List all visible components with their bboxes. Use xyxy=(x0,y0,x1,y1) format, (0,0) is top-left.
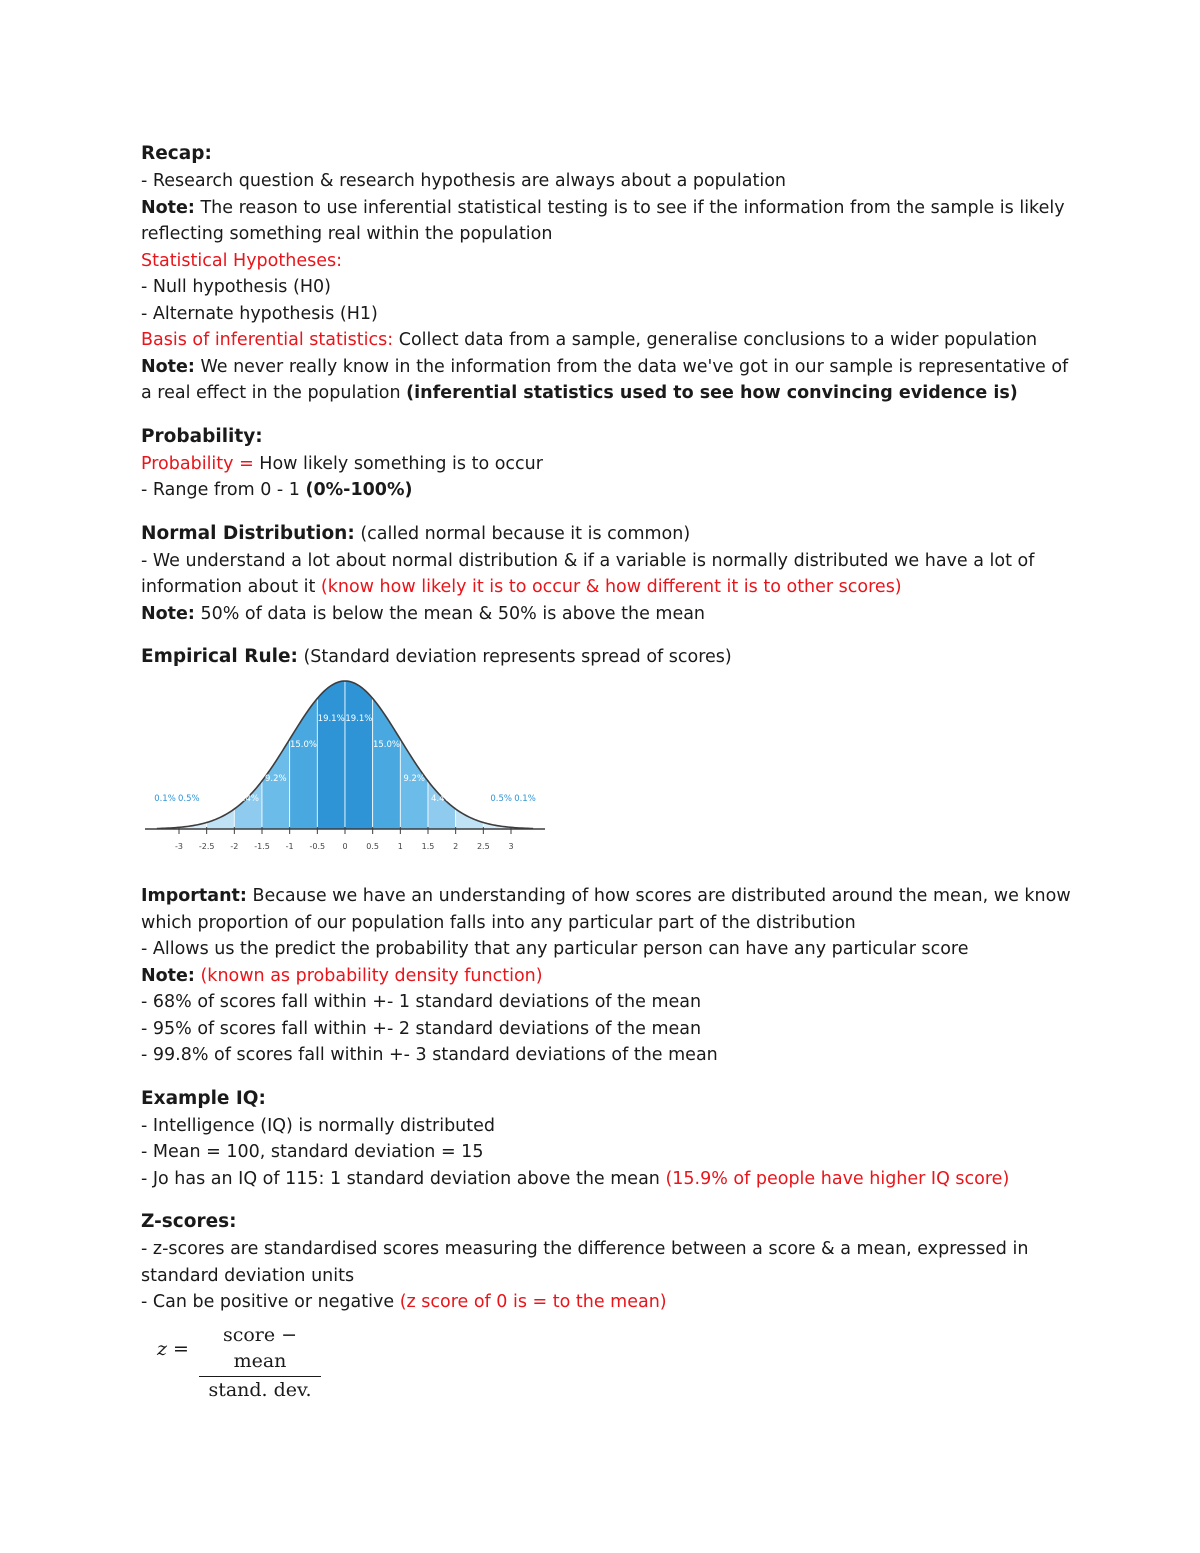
x-tick-label: 2 xyxy=(453,842,459,851)
note-label: Note: xyxy=(141,356,195,377)
recap-note-2 xyxy=(141,354,1071,407)
x-tick-label: 1.5 xyxy=(421,842,435,851)
area-segment xyxy=(400,739,428,829)
normal-note xyxy=(141,601,1071,628)
formula-fraction xyxy=(199,1322,321,1403)
note-label: Note: xyxy=(141,965,195,986)
x-tick-label: 0 xyxy=(342,842,348,851)
formula-numerator: score − mean xyxy=(199,1322,321,1377)
segment-label: 19.1% xyxy=(317,714,345,724)
normal-heading-note: (called normal because it is common) xyxy=(354,523,691,544)
x-tick-label: 1 xyxy=(397,842,403,851)
recap-heading: Recap: xyxy=(141,143,212,164)
statistical-hypotheses-label: Statistical Hypotheses: xyxy=(141,250,342,271)
bullet-68: - 68% of scores fall within +- 1 standard deviations of the mean xyxy=(141,992,702,1012)
iq-line-2: - Mean = 100, standard deviation = 15 xyxy=(141,1142,484,1162)
tail-label-left: 0.1% xyxy=(154,794,176,804)
probability-heading: Probability: xyxy=(141,425,263,447)
z-heading: Z-scores: xyxy=(141,1211,237,1232)
recap-note xyxy=(141,195,1071,248)
x-tick-label: -1.5 xyxy=(254,842,270,851)
formula-lhs: z = xyxy=(157,1337,189,1360)
iq-text: - Jo has an IQ of 115: 1 standard deviation above the mean xyxy=(141,1168,666,1189)
normal-heading-line xyxy=(141,520,1071,548)
segment-label: 1.7% xyxy=(458,803,481,813)
segment-label: 19.1% xyxy=(345,714,373,724)
document-body xyxy=(141,140,1071,1401)
area-segment xyxy=(345,681,373,829)
x-tick-label: -3 xyxy=(175,842,183,851)
empirical-heading-line xyxy=(141,643,1071,671)
iq-line-1: - Intelligence (IQ) is normally distributed xyxy=(141,1115,495,1136)
segment-label: 1.7% xyxy=(209,803,232,813)
basis-line xyxy=(141,327,1071,354)
iq-heading: Example IQ: xyxy=(141,1087,266,1109)
important-line-2: - Allows us the predict the probability that any particular person can have any particular score xyxy=(141,939,969,959)
segment-label: 9.2% xyxy=(403,774,425,784)
segment-label: 0.5% xyxy=(178,794,200,804)
tail-label-right: 0.1% xyxy=(514,794,536,804)
z-line-2 xyxy=(141,1289,1071,1316)
probability-label: Probability = xyxy=(141,453,254,474)
x-tick-label: 0.5 xyxy=(366,842,380,851)
x-tick-label: -1 xyxy=(285,842,294,851)
iq-line-3 xyxy=(141,1166,1071,1193)
segment-label: 0.5% xyxy=(490,794,512,804)
segment-label: 4.4% xyxy=(431,794,453,804)
segment-label: 15.0% xyxy=(372,740,401,750)
x-tick-label: 2.5 xyxy=(476,842,490,851)
bell-curve-svg xyxy=(141,677,561,867)
iq-red-text: (15.9% of people have higher IQ score) xyxy=(665,1168,1010,1189)
z-score-formula xyxy=(141,1322,1071,1401)
note-label: Note: xyxy=(141,197,195,218)
probability-text: How likely something is to occur xyxy=(253,453,543,474)
note-red-text: (known as probability density function) xyxy=(200,965,543,986)
note-text: We never really know in the information from the data we've got in our sample is representative of a real effect in the population xyxy=(141,356,1069,403)
normal-line xyxy=(141,548,1071,601)
segment-label: 4.4% xyxy=(237,794,259,804)
range-bold: (0%-100%) xyxy=(305,480,413,500)
empirical-heading: Empirical Rule: xyxy=(141,646,298,667)
probability-range xyxy=(141,477,1071,504)
z-text: - Can be positive or negative xyxy=(141,1292,400,1312)
empirical-heading-note: (Standard deviation represents spread of scores) xyxy=(297,647,732,667)
normal-red-text: (know how likely it is to occur & how different it is to other scores) xyxy=(320,577,902,597)
basis-text: Collect data from a sample, generalise conclusions to a wider population xyxy=(393,330,1038,350)
normal-text: - We understand a lot about normal distribution & if a variable is normally distributed we have a lot of information about it xyxy=(141,550,1035,597)
important-text: Because we have an understanding of how scores are distributed around the mean, we know which proportion of our population falls into any particular part of the distribution xyxy=(141,886,1071,933)
normal-distribution-chart xyxy=(141,677,561,867)
alternate-hypothesis: - Alternate hypothesis (H1) xyxy=(141,303,378,324)
x-tick-label: -2 xyxy=(230,842,239,851)
important-line xyxy=(141,883,1071,936)
important-label: Important: xyxy=(141,886,247,906)
formula-denominator: stand. dev. xyxy=(208,1378,312,1401)
null-hypothesis: - Null hypothesis (H0) xyxy=(141,277,331,297)
x-tick-label: 3 xyxy=(508,842,514,851)
segment-label: 15.0% xyxy=(289,740,318,750)
z-line-1: - z-scores are standardised scores measuring the difference between a score & a mean, expressed in standard deviation units xyxy=(141,1239,1029,1286)
bullet-95: - 95% of scores fall within +- 2 standard deviations of the mean xyxy=(141,1018,702,1039)
note-label: Note: xyxy=(141,603,195,624)
segment-label: 9.2% xyxy=(265,774,287,784)
note-bold: (inferential statistics used to see how convincing evidence is) xyxy=(406,383,1018,403)
normal-heading: Normal Distribution: xyxy=(141,522,355,544)
area-segment xyxy=(262,739,290,829)
area-segment xyxy=(317,681,345,829)
recap-line: - Research question & research hypothesis are always about a population xyxy=(141,171,786,191)
probability-definition xyxy=(141,451,1071,478)
x-tick-label: -2.5 xyxy=(198,842,215,851)
basis-label: Basis of inferential statistics: xyxy=(141,330,394,350)
note-text: The reason to use inferential statistical testing is to see if the information from the sample is likely reflecting something real within the population xyxy=(141,197,1065,244)
note-text: 50% of data is below the mean & 50% is above the mean xyxy=(194,603,706,624)
x-tick-label: -0.5 xyxy=(309,842,326,851)
range-text: - Range from 0 - 1 xyxy=(141,480,306,500)
bullet-998: - 99.8% of scores fall within +- 3 standard deviations of the mean xyxy=(141,1045,718,1065)
z-red-text: (z score of 0 is = to the mean) xyxy=(399,1292,667,1312)
important-note xyxy=(141,963,1071,990)
